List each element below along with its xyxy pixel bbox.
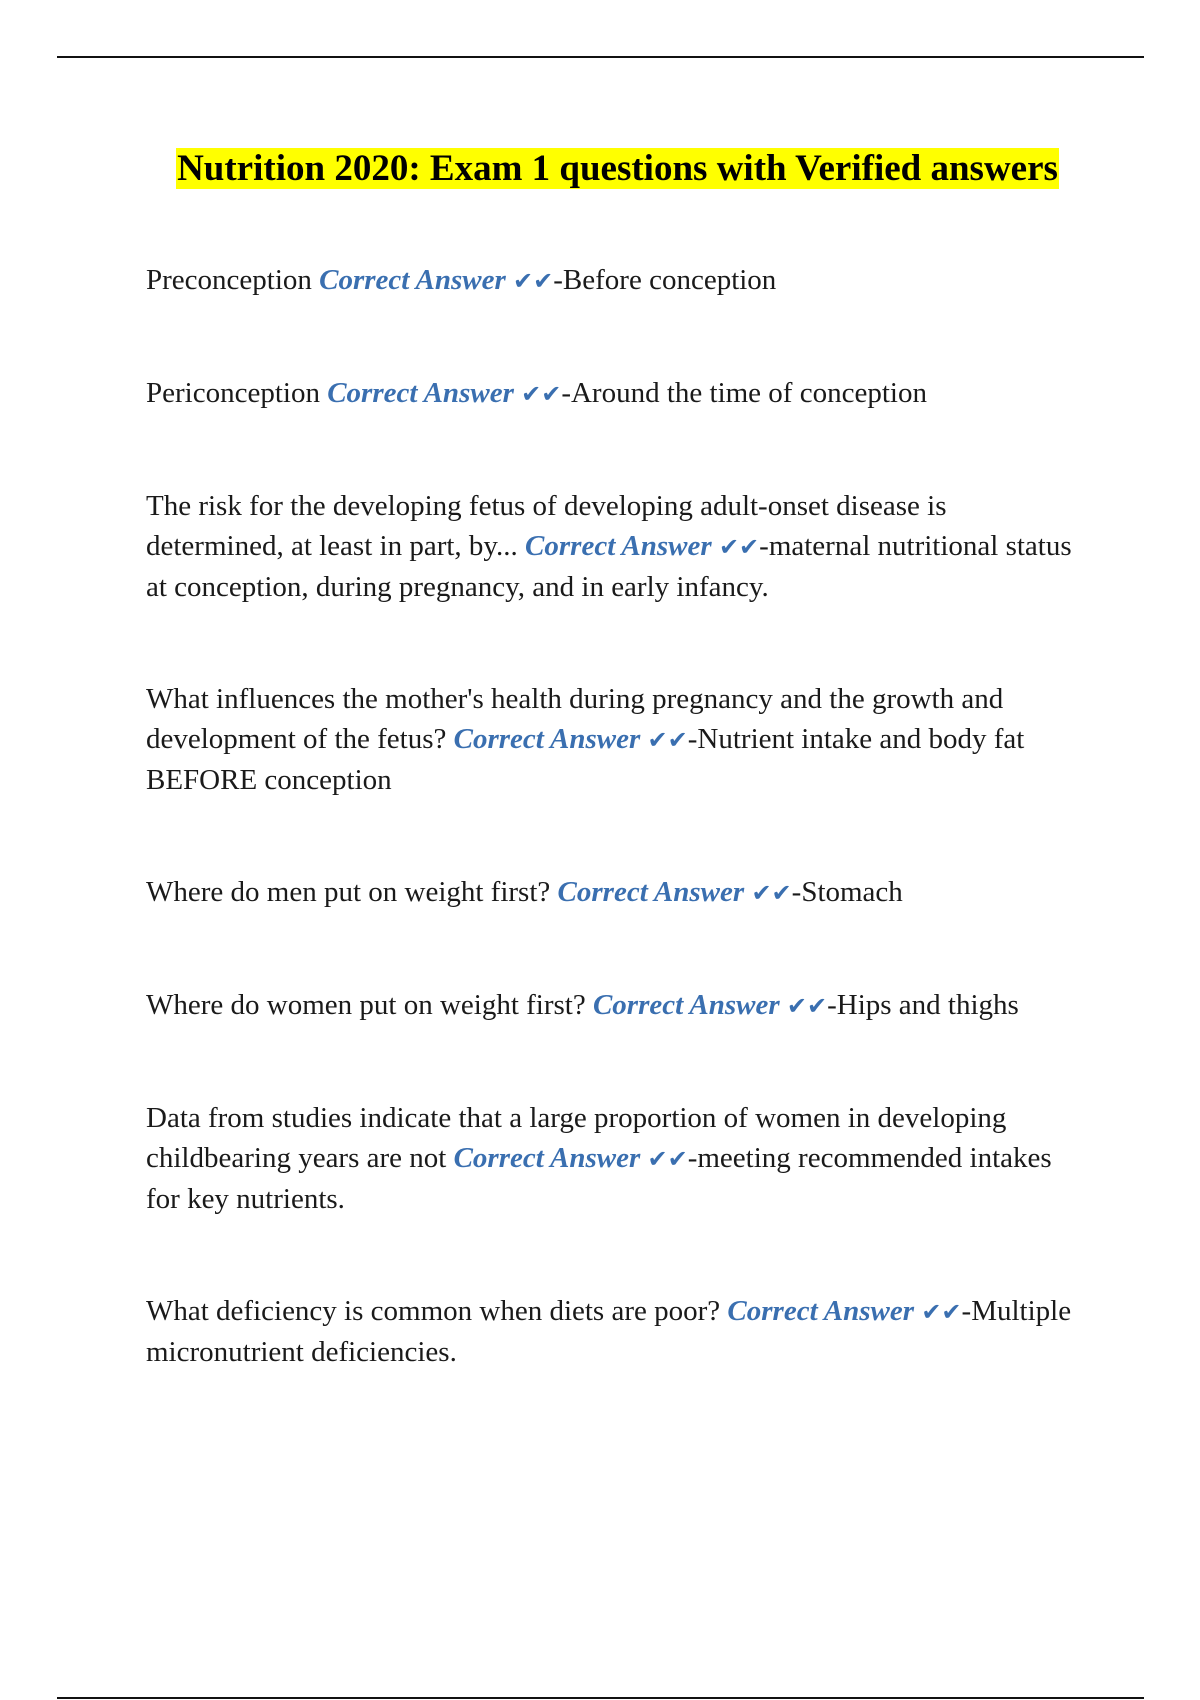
correct-answer-label: Correct Answer — [557, 876, 745, 908]
correct-answer-label: Correct Answer — [327, 377, 514, 409]
qa-entry — [146, 872, 1086, 913]
title-highlight: Nutrition 2020: Exam 1 questions with Verified answers — [177, 148, 1058, 189]
double-check-icon: ✔✔ — [647, 726, 688, 754]
question-text: Preconception — [146, 264, 312, 296]
answer-text: -Nutrient intake and body fat BEFORE conception — [146, 723, 1025, 796]
qa-entry — [146, 260, 1086, 301]
double-check-icon: ✔✔ — [647, 1145, 688, 1173]
correct-answer-label: Correct Answer — [592, 989, 780, 1021]
answer-text: -maternal nutritional status at conception, during pregnancy, and in early infancy. — [146, 530, 1072, 603]
double-check-icon: ✔✔ — [786, 992, 828, 1020]
answer-text: -Multiple micronutrient deficiencies. — [146, 1295, 1072, 1368]
correct-answer-label: Correct Answer — [525, 530, 712, 562]
qa-entry — [146, 985, 1086, 1026]
double-check-icon: ✔✔ — [718, 533, 760, 561]
question-text: What influences the mother's health during pregnancy and the growth and development of the fetus? — [146, 683, 1004, 755]
double-check-icon: ✔✔ — [921, 1298, 962, 1326]
correct-answer-label: Correct Answer — [453, 1142, 641, 1174]
qa-entry — [146, 486, 1086, 607]
answer-text: -Around the time of conception — [561, 377, 927, 409]
answer-text: -meeting recommended intakes for key nutrients. — [146, 1142, 1052, 1215]
qa-entry — [146, 373, 1086, 414]
correct-answer-label: Correct Answer — [319, 264, 506, 296]
question-text: Data from studies indicate that a large proportion of women in developing childbearing years are not — [146, 1102, 1007, 1174]
footer-rule — [57, 1697, 1144, 1699]
answer-text: -Hips and thighs — [827, 989, 1019, 1021]
double-check-icon: ✔✔ — [751, 879, 792, 907]
qa-list — [146, 260, 1086, 1444]
question-text: Periconception — [146, 377, 320, 409]
question-text: The risk for the developing fetus of developing adult-onset disease is determined, at least in part, by... — [146, 490, 947, 562]
question-text: Where do men put on weight first? — [146, 876, 551, 908]
answer-text: -Stomach — [791, 876, 903, 908]
double-check-icon: ✔✔ — [521, 380, 562, 408]
question-text: What deficiency is common when diets are poor? — [146, 1295, 721, 1327]
double-check-icon: ✔✔ — [513, 267, 554, 295]
correct-answer-label: Correct Answer — [727, 1295, 915, 1327]
qa-entry — [146, 679, 1086, 800]
question-text: Where do women put on weight first? — [146, 989, 586, 1021]
qa-entry — [146, 1098, 1086, 1219]
document-title — [146, 143, 1089, 194]
header-rule — [57, 56, 1144, 58]
answer-text: -Before conception — [553, 264, 777, 296]
correct-answer-label: Correct Answer — [453, 723, 641, 755]
qa-entry — [146, 1291, 1086, 1372]
